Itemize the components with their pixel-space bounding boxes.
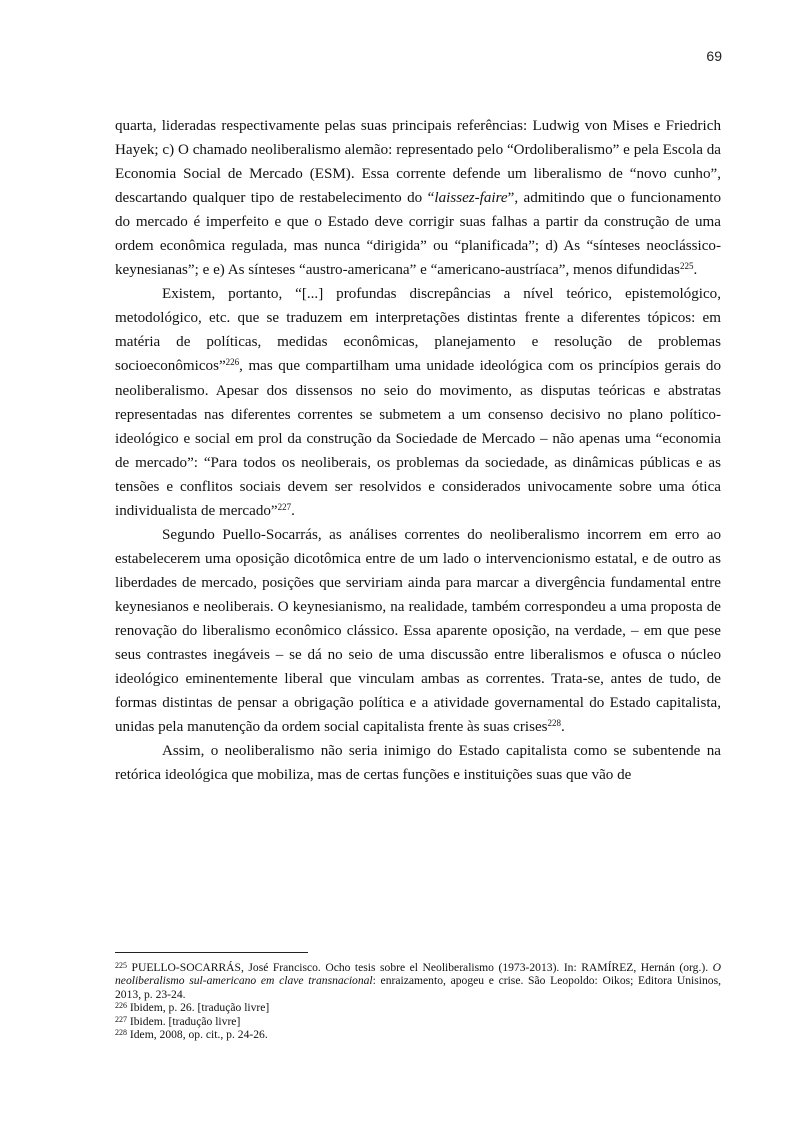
footnote [115,1028,721,1041]
text-run: Ibidem, p. 26. [tradução livre] [127,1001,270,1015]
footnote [115,1015,721,1028]
italic-text: laissez-faire [434,190,508,207]
text-run: Idem, 2008, op. cit., p. 24-26. [127,1028,268,1042]
footnote-separator [115,952,308,953]
text-run: Assim, o neoliberalismo não seria inimigo do Estado capitalista como se subentende na retórica ideológica que mobiliza, mas de certas funções e instituições suas que vão de [115,743,721,784]
paragraph [115,282,721,522]
text-run: . [693,262,698,279]
footnote [115,961,721,1001]
footnotes [115,961,721,1041]
text-run: . [561,719,565,736]
paragraph [115,114,721,282]
text-run: Ibidem. [tradução livre] [127,1014,241,1028]
footnote-ref: 228 [115,1028,127,1038]
footnote-ref: 227 [115,1014,127,1024]
text-run: quarta, lideradas respectivamente pelas suas principais referências: Ludwig von Mises e Friedrich Hayek; c) O chamado neoliberalismo alemão: representado pelo “Ordoliberalismo” e pela Escola da Economia Social de Mercado (ESM). Essa corrente defende um liberalismo de “novo cunho”, descartando qualquer tipo de restabelecimento do “ [115,118,721,207]
footnote [115,1001,721,1014]
paragraph [115,739,721,787]
text-run: PUELLO-SOCARRÁS, José Francisco. Ocho tesis sobre el Neoliberalismo (1973-2013). In: RAMÍREZ, Hernán (org.). [127,961,713,974]
footnote-ref: 226 [115,1001,127,1011]
footnote-ref: 226 [225,357,240,368]
footnote-ref: 225 [115,961,127,970]
text-run: : enraizamento, apogeu e crise. São Leopoldo: Oikos; Editora Unisinos, 2013, p. 23-24. [115,974,721,1001]
body-text [115,114,721,787]
footnote-ref: 227 [277,501,292,512]
text-run: . [291,502,295,519]
page-number: 69 [706,48,722,64]
text-run: Segundo Puello-Socarrás, as análises correntes do neoliberalismo incorrem em erro ao estabelecerem uma oposição dicotômica entre de um lado o intervencionismo estatal, e de outro as liberdades de mercado, posições que serviriam ainda para marcar a divergência fundamental entre keynesianos e neoliberais. O keynesianismo, na realidade, também correspondeu a uma proposta de renovação do liberalismo econômico clássico. Essa aparente oposição, na verdade, – em que pese seus contrastes inegáveis – se dá no seio de uma discussão entre liberalismos e ofusca o núcleo ideológico eminentemente liberal que vinculam ambas as correntes. Trata-se, antes de tudo, de formas distintas de pensar a obrigação política e a atividade governamental do Estado capitalista, unidas pela manutenção da ordem social capitalista frente às suas crises [115,526,721,736]
text-run: Existem, portanto, “[...] profundas discrepâncias a nível teórico, epistemológico, metodológico, etc. que se traduzem em interpretações distintas frente a diferentes tópicos: em matéria de políticas, medidas econômicas, planejamento e resolução de problemas socioeconômicos” [115,286,721,375]
paragraph [115,523,721,739]
italic-text: O neoliberalismo sul-americano em clave transnacional [115,961,721,988]
text-run: ”, admitindo que o funcionamento do mercado é imperfeito e que o Estado deve corrigir suas falhas a partir da construção de uma ordem econômica regulada, mas nunca “dirigida” ou “planificada”; d) As “sínteses neoclássico-keynesianas”; e e) As sínteses “austro-americana” e “americano-austríaca”, menos difundidas [115,190,721,279]
text-run: , mas que compartilham uma unidade ideológica com os princípios gerais do neoliberalismo. Apesar dos dissensos no seio do movimento, as disputas teóricas e abstratas representadas nas diferentes correntes se submetem a um consenso decisivo no plano político-ideológico e social em prol da construção da Sociedade de Mercado – não apenas uma “economia de mercado”: “Para todos os neoliberais, os problemas da sociedade, as dinâmicas públicas e as tensões e conflitos sociais devem ser resolvidos e considerados univocamente sobre uma ótica individualista de mercado” [115,358,721,519]
footnote-ref: 228 [547,718,562,729]
footnote-ref: 225 [679,261,694,272]
